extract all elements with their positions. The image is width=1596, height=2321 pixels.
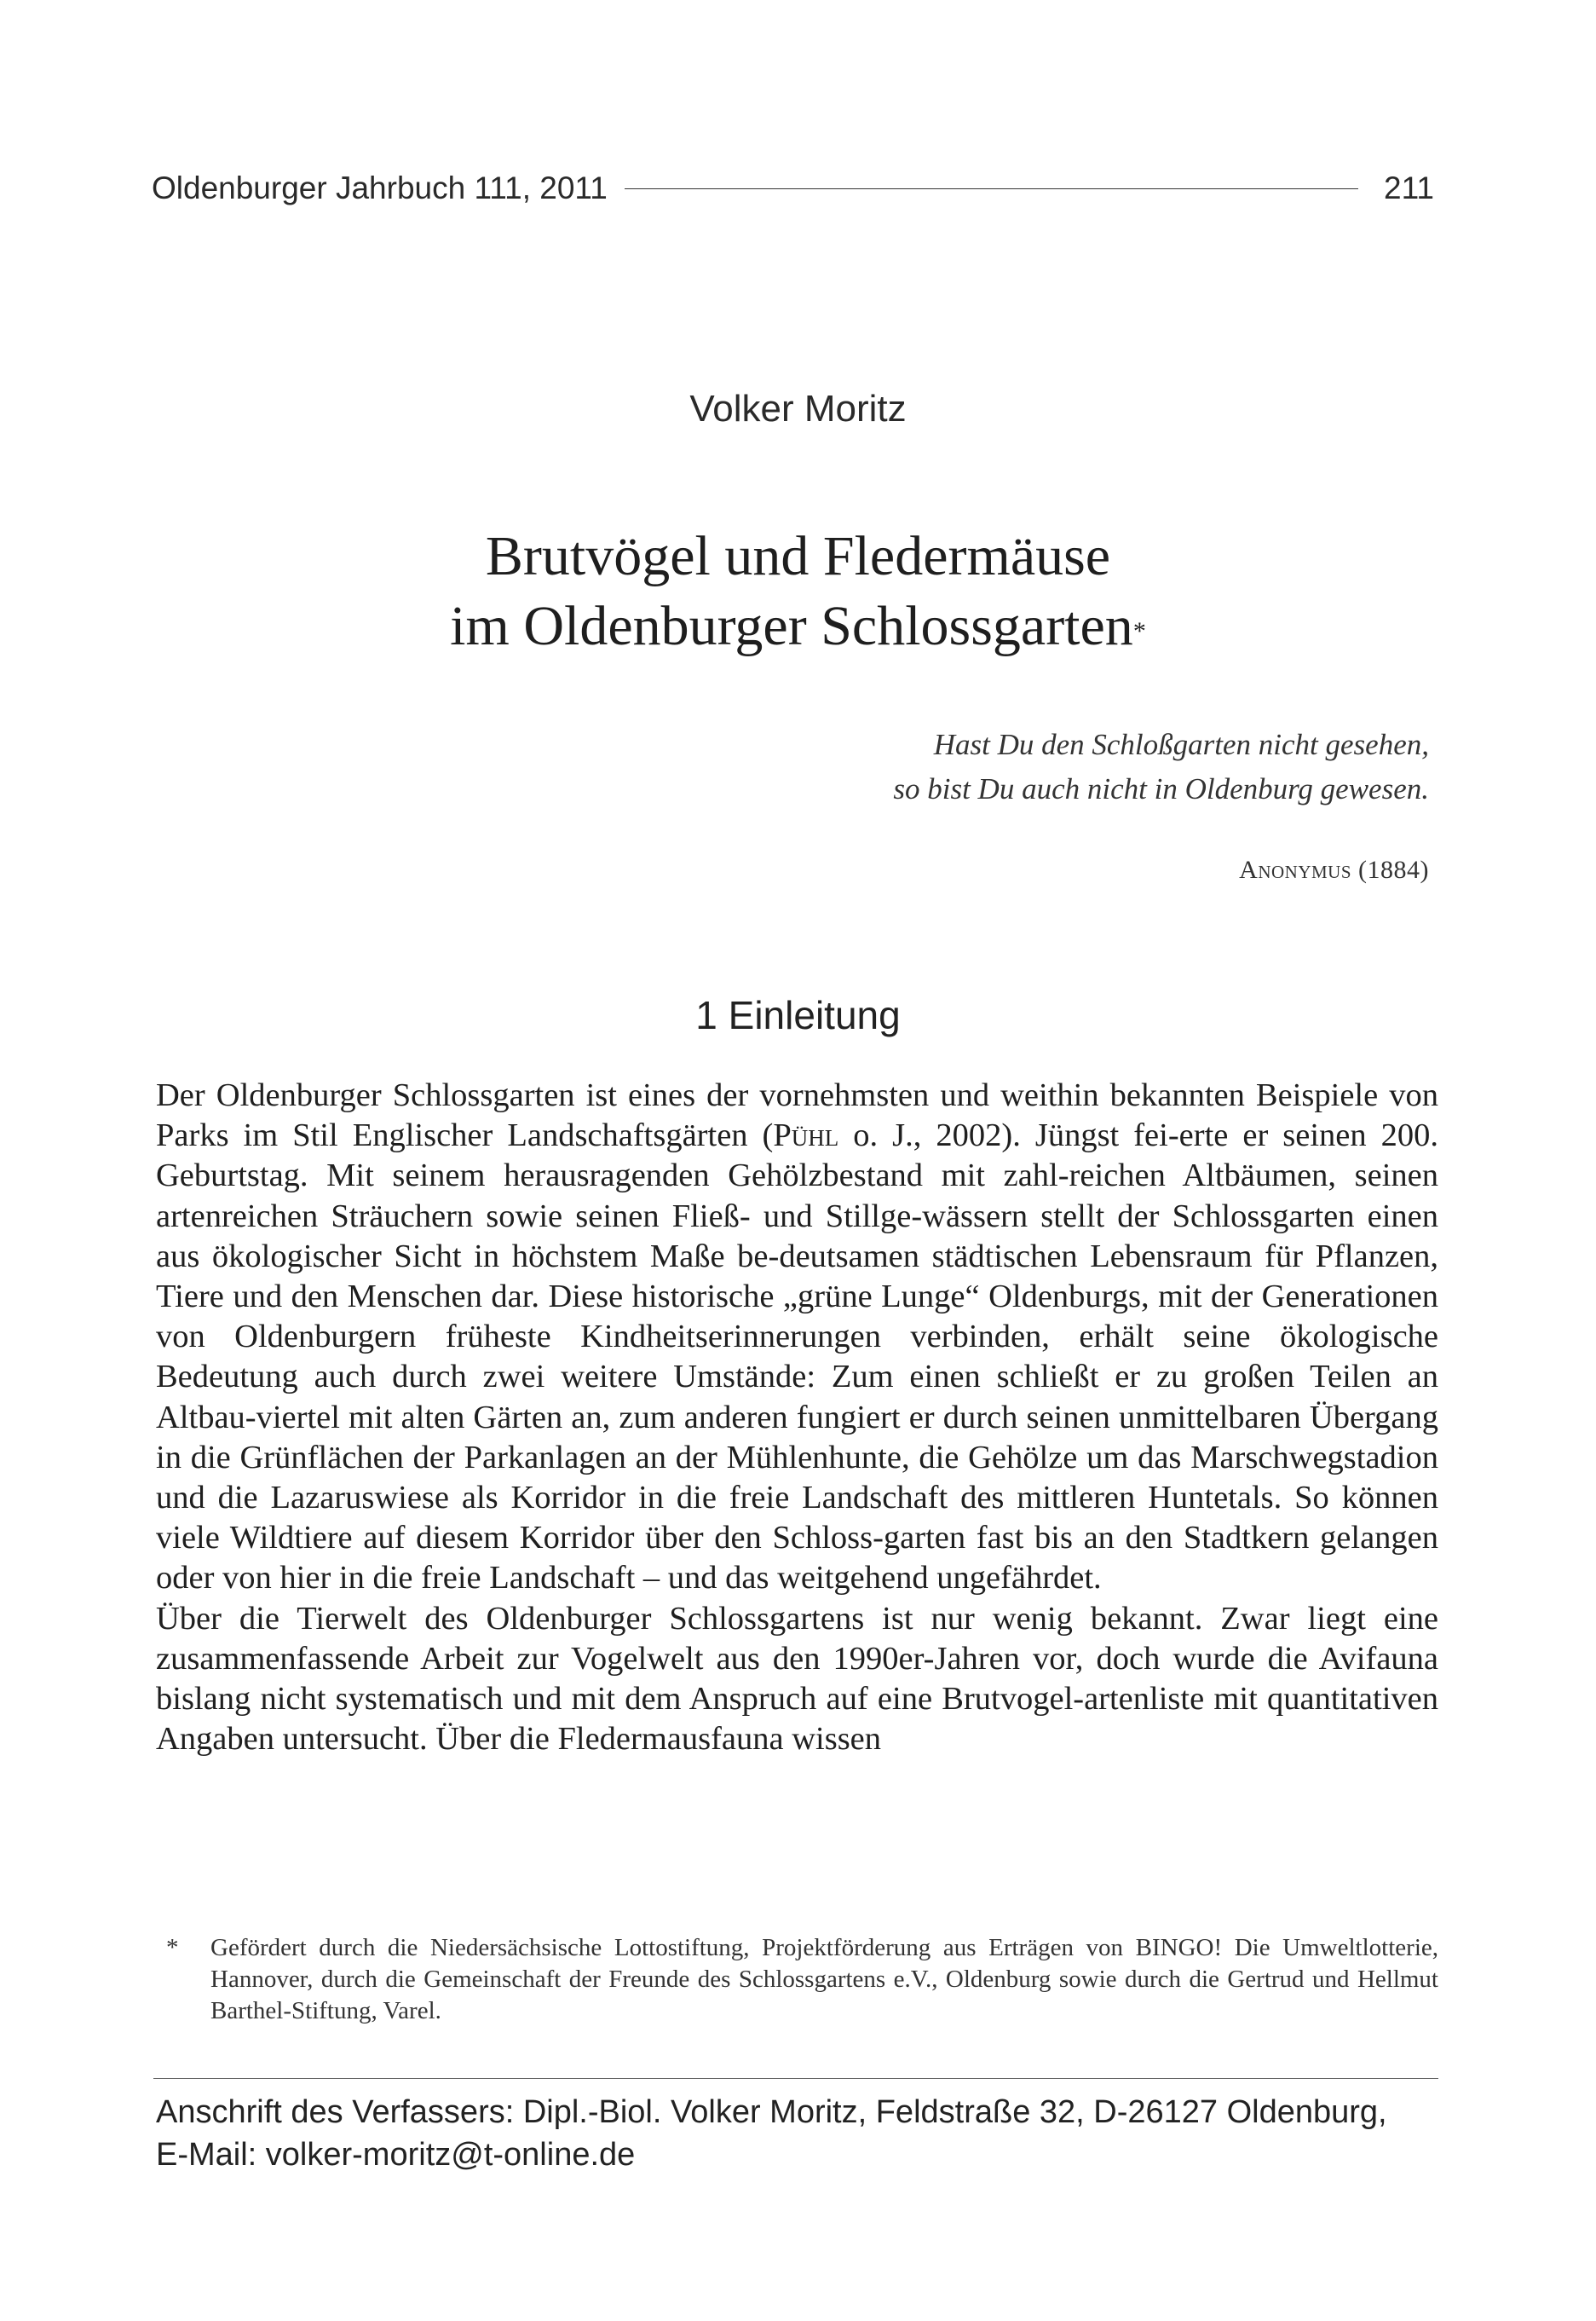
journal-title: Oldenburger Jahrbuch 111, 2011 xyxy=(152,170,608,205)
paragraph-1 xyxy=(156,1076,1438,1599)
section-heading: 1 Einleitung xyxy=(695,993,901,1037)
paragraph-2: Über die Tierwelt des Oldenburger Schlossgartens ist nur wenig bekannt. Zwar liegt eine zusammenfassende Arbeit zur Vogelwelt aus den 1990er-Jahren vor, doch wurde die Avifauna bislang nicht systematisch und mit dem Anspruch auf eine Brutvogel-artenliste mit quantitativen Angaben untersucht. Über die Fledermausfauna wissen xyxy=(156,1600,1438,1758)
epigraph-source-year: (1884) xyxy=(1358,856,1429,884)
running-header xyxy=(152,167,1434,210)
article-author: Volker Moritz xyxy=(689,388,907,430)
footnote xyxy=(156,1932,1438,2027)
paragraph-1-part-2: o. J., 2002). Jüngst fei-erte er seinen 200. Geburtstag. Mit seinem herausragenden Gehölzbestand mit zahl-reichen Altbäumen, seinen artenreichen Sträuchern sowie seinen Fließ- und Stillge-wässern stellt der Schlossgarten einen aus ökologischer Sicht in höchstem Maße be-deutsamen städtischen Lebensraum für Pflanzen, Tiere und den Menschen dar. Diese historische „grüne Lunge“ Oldenburgs, mit der Generationen von Oldenburgern früheste Kindheitserinnerungen verbinden, erhält seine ökologische Bedeutung auch durch zwei weitere Umstände: Zum einen schließt er zu großen Teilen an Altbau-viertel mit alten Gärten an, zum anderen fungiert er durch seinen unmittelbaren Übergang in die Grünflächen der Parkanlagen an der Mühlenhunte, die Gehölze um das Marschwegstadion und die Lazaruswiese als Korridor in die freie Landschaft des mittleren Huntetals. So können viele Wildtiere auf diesem Korridor über den Schloss-garten fast bis an den Stadtkern gelangen oder von hier in die freie Landschaft – und das weitgehend ungefährdet. xyxy=(156,1117,1438,1596)
author-address xyxy=(156,2091,1438,2176)
article-title xyxy=(0,522,1596,661)
article-title-line1: Brutvögel und Fledermäuse xyxy=(485,525,1111,587)
footnote-text: Gefördert durch die Niedersächsische Lottostiftung, Projektförderung aus Erträgen von BINGO! Die Umweltlotterie, Hannover, durch die Gemeinschaft der Freunde des Schlossgartens e.V., Oldenburg sowie durch die Gertrud und Hellmut Barthel-Stiftung, Varel. xyxy=(210,1934,1438,2024)
epigraph-source-name: Anonymus xyxy=(1239,856,1352,884)
page-number: 211 xyxy=(1384,170,1434,205)
article-title-line2 xyxy=(0,592,1596,661)
paragraph-1-part-1: Der Oldenburger Schlossgarten ist eines der vornehmsten und weithin bekannten Beispiele von Parks im Stil Englischer Landschaftsgärten ( xyxy=(156,1077,1438,1154)
body-text xyxy=(156,1076,1438,1759)
citation-author: Pühl xyxy=(773,1117,839,1154)
epigraph xyxy=(893,723,1429,811)
header-rule xyxy=(625,188,1358,189)
footnote-mark: * xyxy=(166,1934,179,1961)
address-divider xyxy=(153,2078,1438,2079)
epigraph-line2: so bist Du auch nicht in Oldenburg gewesen. xyxy=(893,772,1429,805)
epigraph-line1: Hast Du den Schloßgarten nicht gesehen, xyxy=(933,728,1429,761)
address-email: E-Mail: volker-moritz@t-online.de xyxy=(156,2137,636,2173)
title-footnote-mark: * xyxy=(1132,617,1146,645)
article-title-line2-text: im Oldenburger Schlossgarten xyxy=(450,595,1133,657)
epigraph-source xyxy=(1239,856,1429,885)
address-line-1: Anschrift des Verfassers: Dipl.-Biol. Volker Moritz, Feldstraße 32, D-26127 Oldenburg, xyxy=(156,2094,1387,2130)
